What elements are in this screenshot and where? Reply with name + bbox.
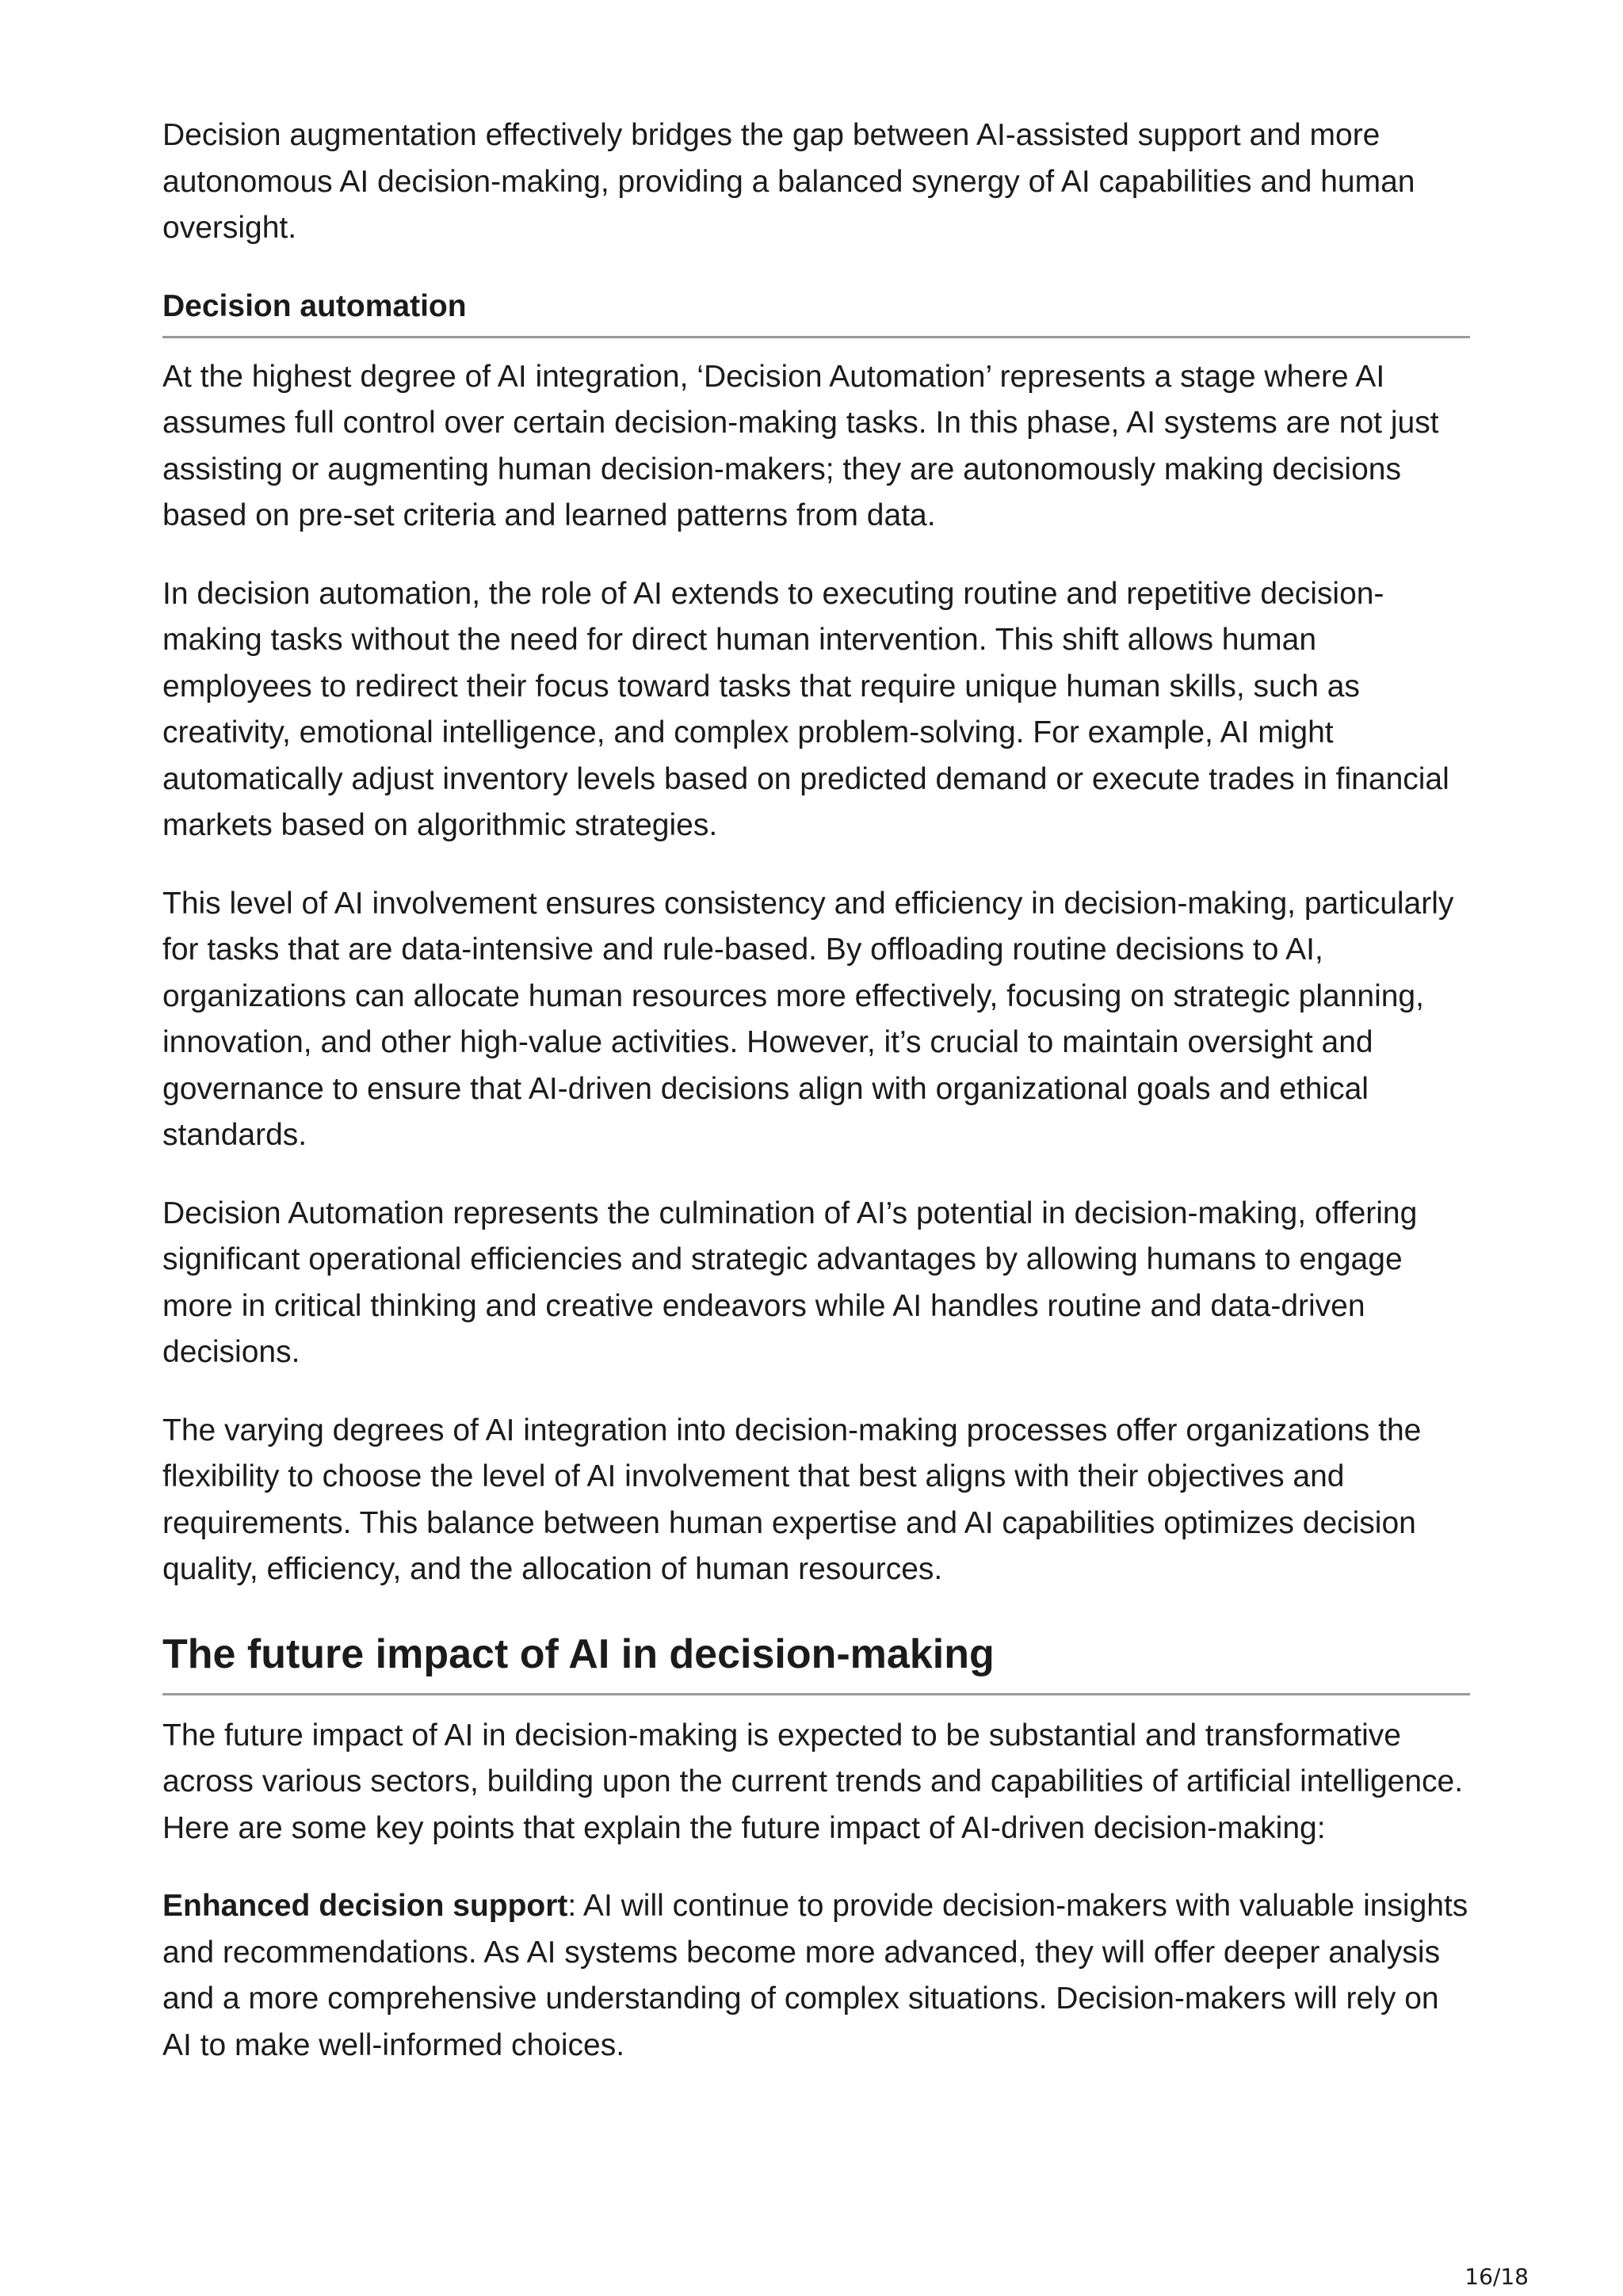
intro-paragraph: Decision augmentation effectively bridges the gap between AI-assisted support and more autonomous AI decision-making, providing a balanced synergy of AI capabilities and human oversight. bbox=[162, 118, 1415, 245]
enhanced-decision-support-point bbox=[162, 1883, 1470, 2069]
future-impact-paragraph: The future impact of AI in decision-making is expected to be substantial and transformative across various sectors, building upon the current trends and capabilities of artificial intelligence. Here are some key points that explain the future impact of AI-driven decision-making: bbox=[162, 1718, 1464, 1845]
decision-automation-paragraph-1: At the highest degree of AI integration, ‘Decision Automation’ represents a stage where AI assumes full control over certain decision-making tasks. In this phase, AI systems are not just assisting or augmenting human decision-makers; they are autonomously making decisions based on pre-set criteria and learned patterns from data. bbox=[162, 359, 1439, 532]
enhanced-decision-support-text: : AI will continue to provide decision-makers with valuable insights and recommendations. As AI systems become more advanced, they will offer deeper analysis and a more comprehensive understanding of complex situations. Decision-makers will rely on AI to make well-informed choices. bbox=[162, 1889, 1468, 2062]
decision-automation-paragraph-4: Decision Automation represents the culmination of AI’s potential in decision-making, offering significant operational efficiencies and strategic advantages by allowing humans to engage more in critical thinking and creative endeavors while AI handles routine and data-driven decisions. bbox=[162, 1196, 1418, 1369]
article-content bbox=[162, 113, 1470, 2100]
decision-automation-paragraph-2: In decision automation, the role of AI extends to executing routine and repetitive decision-making tasks without the need for direct human intervention. This shift allows human employees to redirect their focus toward tasks that require unique human skills, such as creativity, emotional intelligence, and complex problem-solving. For example, AI might automatically adjust inventory levels based on predicted demand or execute trades in financial markets based on algorithmic strategies. bbox=[162, 576, 1449, 842]
decision-automation-paragraph-5: The varying degrees of AI integration into decision-making processes offer organizations the flexibility to choose the level of AI involvement that best aligns with their objectives and requirements. This balance between human expertise and AI capabilities optimizes decision quality, efficiency, and the allocation of human resources. bbox=[162, 1413, 1422, 1586]
enhanced-decision-support-term: Enhanced decision support bbox=[162, 1889, 568, 1923]
page-number: 16/18 bbox=[1465, 2264, 1529, 2290]
decision-automation-heading: Decision automation bbox=[162, 284, 1470, 338]
decision-automation-paragraph-3: This level of AI involvement ensures consistency and efficiency in decision-making, particularly for tasks that are data-intensive and rule-based. By offloading routine decisions to AI, organizations can allocate human resources more effectively, focusing on strategic planning, innovation, and other high-value activities. However, it’s crucial to maintain oversight and governance to ensure that AI-driven decisions align with organizational goals and ethical standards. bbox=[162, 886, 1454, 1152]
future-impact-heading: The future impact of AI in decision-making bbox=[162, 1625, 1470, 1695]
